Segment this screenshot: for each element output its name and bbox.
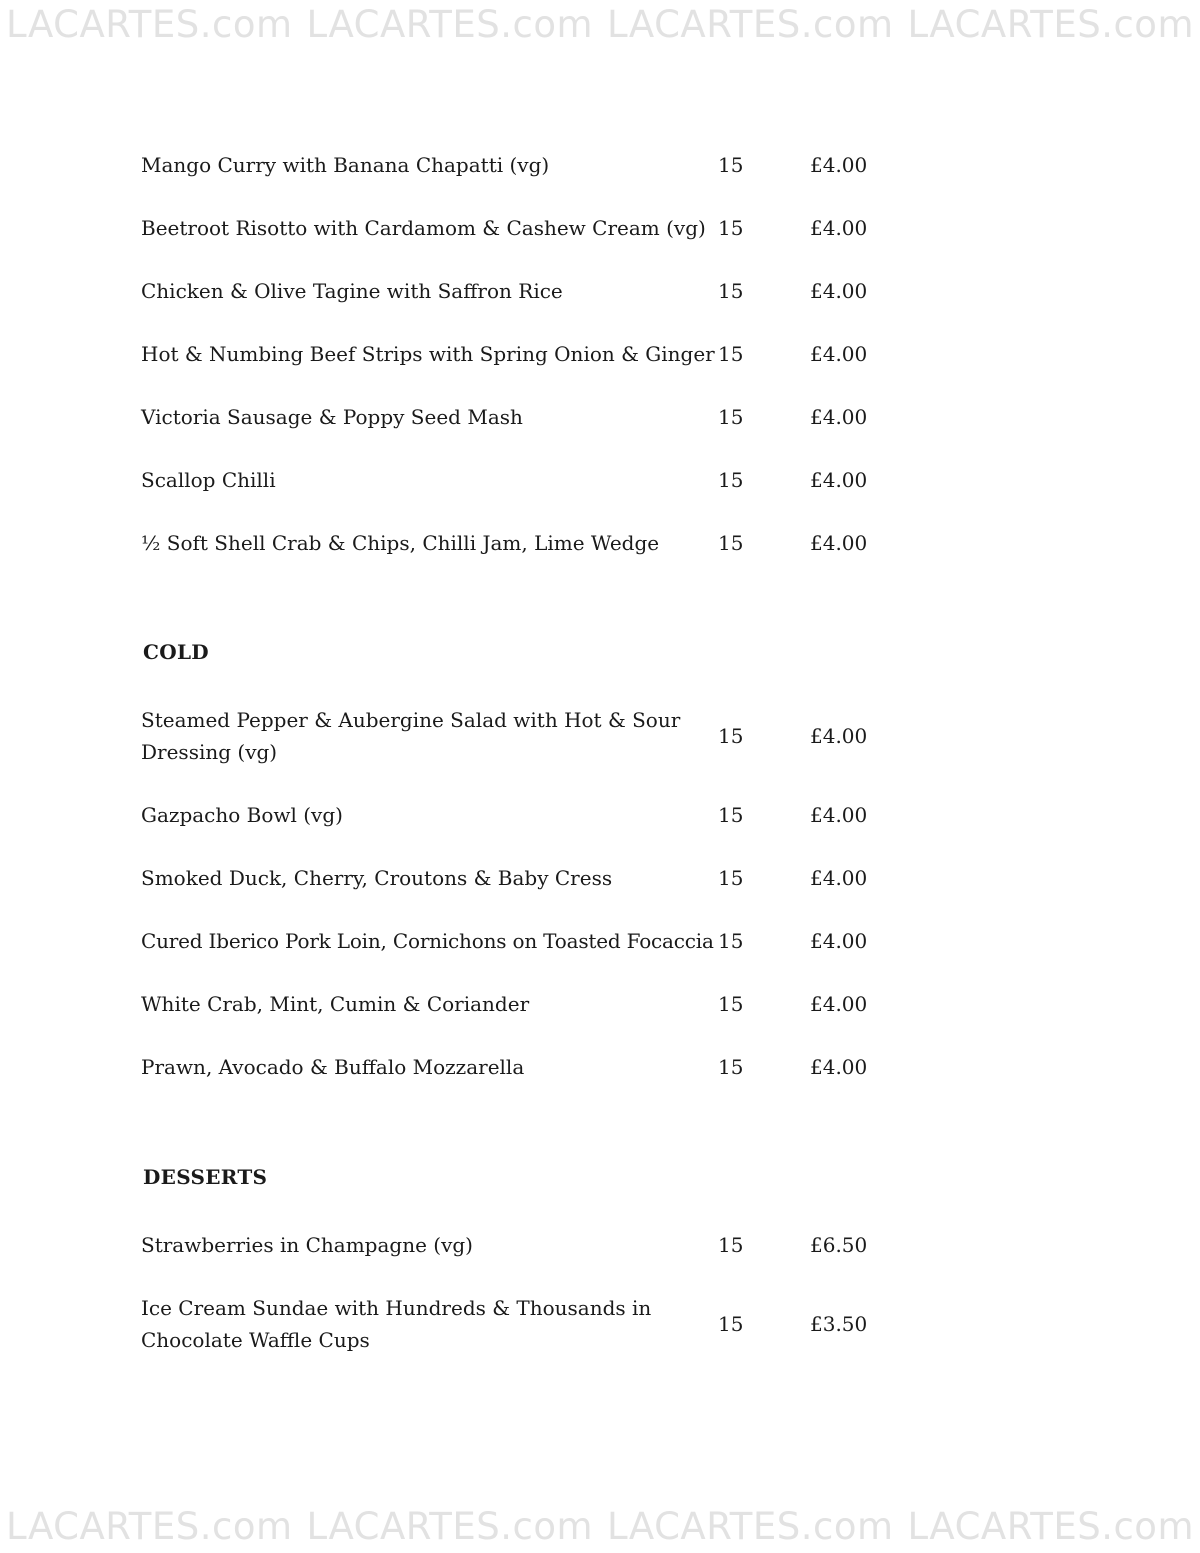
item-price: £4.00 (810, 803, 868, 827)
item-qty: 15 (718, 929, 744, 953)
watermark-text: LACARTES.com (606, 3, 894, 46)
watermark-top (0, 5, 1200, 45)
item-qty: 15 (718, 992, 744, 1016)
section-heading-cold: COLD (143, 640, 209, 664)
section-heading-desserts: DESSERTS (143, 1165, 268, 1189)
menu-item (141, 1051, 901, 1083)
item-qty: 15 (718, 724, 744, 748)
watermark-bottom (0, 1507, 1200, 1547)
item-price: £4.00 (810, 216, 868, 240)
item-qty: 15 (718, 342, 744, 366)
item-qty: 15 (718, 866, 744, 890)
item-name: Smoked Duck, Cherry, Croutons & Baby Cress (141, 866, 613, 890)
item-qty: 15 (718, 1233, 744, 1257)
item-price: £4.00 (810, 279, 868, 303)
menu-item (141, 212, 901, 244)
item-name: Steamed Pepper & Aubergine Salad with Hot & Sour Dressing (vg) (141, 708, 681, 764)
item-name: Chicken & Olive Tagine with Saffron Rice (141, 279, 563, 303)
item-name: Gazpacho Bowl (vg) (141, 803, 343, 827)
watermark-text: LACARTES.com (6, 1505, 293, 1548)
item-qty: 15 (718, 153, 744, 177)
item-name: Scallop Chilli (141, 468, 276, 492)
item-price: £4.00 (810, 468, 868, 492)
watermark-text: LACARTES.com (606, 1505, 894, 1548)
item-qty: 15 (718, 405, 744, 429)
watermark-text: LACARTES.com (306, 3, 594, 46)
item-name: Strawberries in Champagne (vg) (141, 1233, 473, 1257)
item-price: £4.00 (810, 929, 868, 953)
menu-item (141, 925, 901, 957)
menu-item (141, 862, 901, 894)
item-qty: 15 (718, 279, 744, 303)
item-name: Ice Cream Sundae with Hundreds & Thousands in Chocolate Waffle Cups (141, 1296, 652, 1352)
item-price: £4.00 (810, 1055, 868, 1079)
menu-item (141, 149, 901, 181)
item-qty: 15 (718, 1055, 744, 1079)
menu-item (141, 704, 901, 768)
item-price: £4.00 (810, 866, 868, 890)
item-price: £4.00 (810, 153, 868, 177)
item-price: £3.50 (810, 1312, 868, 1336)
item-price: £6.50 (810, 1233, 868, 1257)
item-qty: 15 (718, 216, 744, 240)
menu-item (141, 988, 901, 1020)
item-qty: 15 (718, 803, 744, 827)
item-qty: 15 (718, 531, 744, 555)
item-price: £4.00 (810, 992, 868, 1016)
watermark-text: LACARTES.com (907, 1505, 1194, 1548)
item-price: £4.00 (810, 531, 868, 555)
menu-item (141, 275, 901, 307)
item-name: White Crab, Mint, Cumin & Coriander (141, 992, 530, 1016)
item-price: £4.00 (810, 405, 868, 429)
item-price: £4.00 (810, 342, 868, 366)
item-name: Prawn, Avocado & Buffalo Mozzarella (141, 1055, 525, 1079)
menu-item (141, 1292, 901, 1356)
item-qty: 15 (718, 468, 744, 492)
watermark-text: LACARTES.com (6, 3, 293, 46)
item-name: Beetroot Risotto with Cardamom & Cashew Cream (vg) (141, 216, 706, 240)
item-name: Victoria Sausage & Poppy Seed Mash (141, 405, 523, 429)
item-name: Cured Iberico Pork Loin, Cornichons on Toasted Focaccia (141, 929, 714, 953)
item-name: Hot & Numbing Beef Strips with Spring Onion & Ginger (141, 342, 715, 366)
menu-item (141, 527, 901, 559)
watermark-text: LACARTES.com (306, 1505, 594, 1548)
menu-item (141, 1229, 901, 1261)
menu-item (141, 464, 901, 496)
item-qty: 15 (718, 1312, 744, 1336)
item-name: ½ Soft Shell Crab & Chips, Chilli Jam, Lime Wedge (141, 531, 660, 555)
watermark-text: LACARTES.com (907, 3, 1194, 46)
menu-item (141, 338, 901, 370)
menu-item (141, 401, 901, 433)
menu-item (141, 799, 901, 831)
item-price: £4.00 (810, 724, 868, 748)
item-name: Mango Curry with Banana Chapatti (vg) (141, 153, 550, 177)
